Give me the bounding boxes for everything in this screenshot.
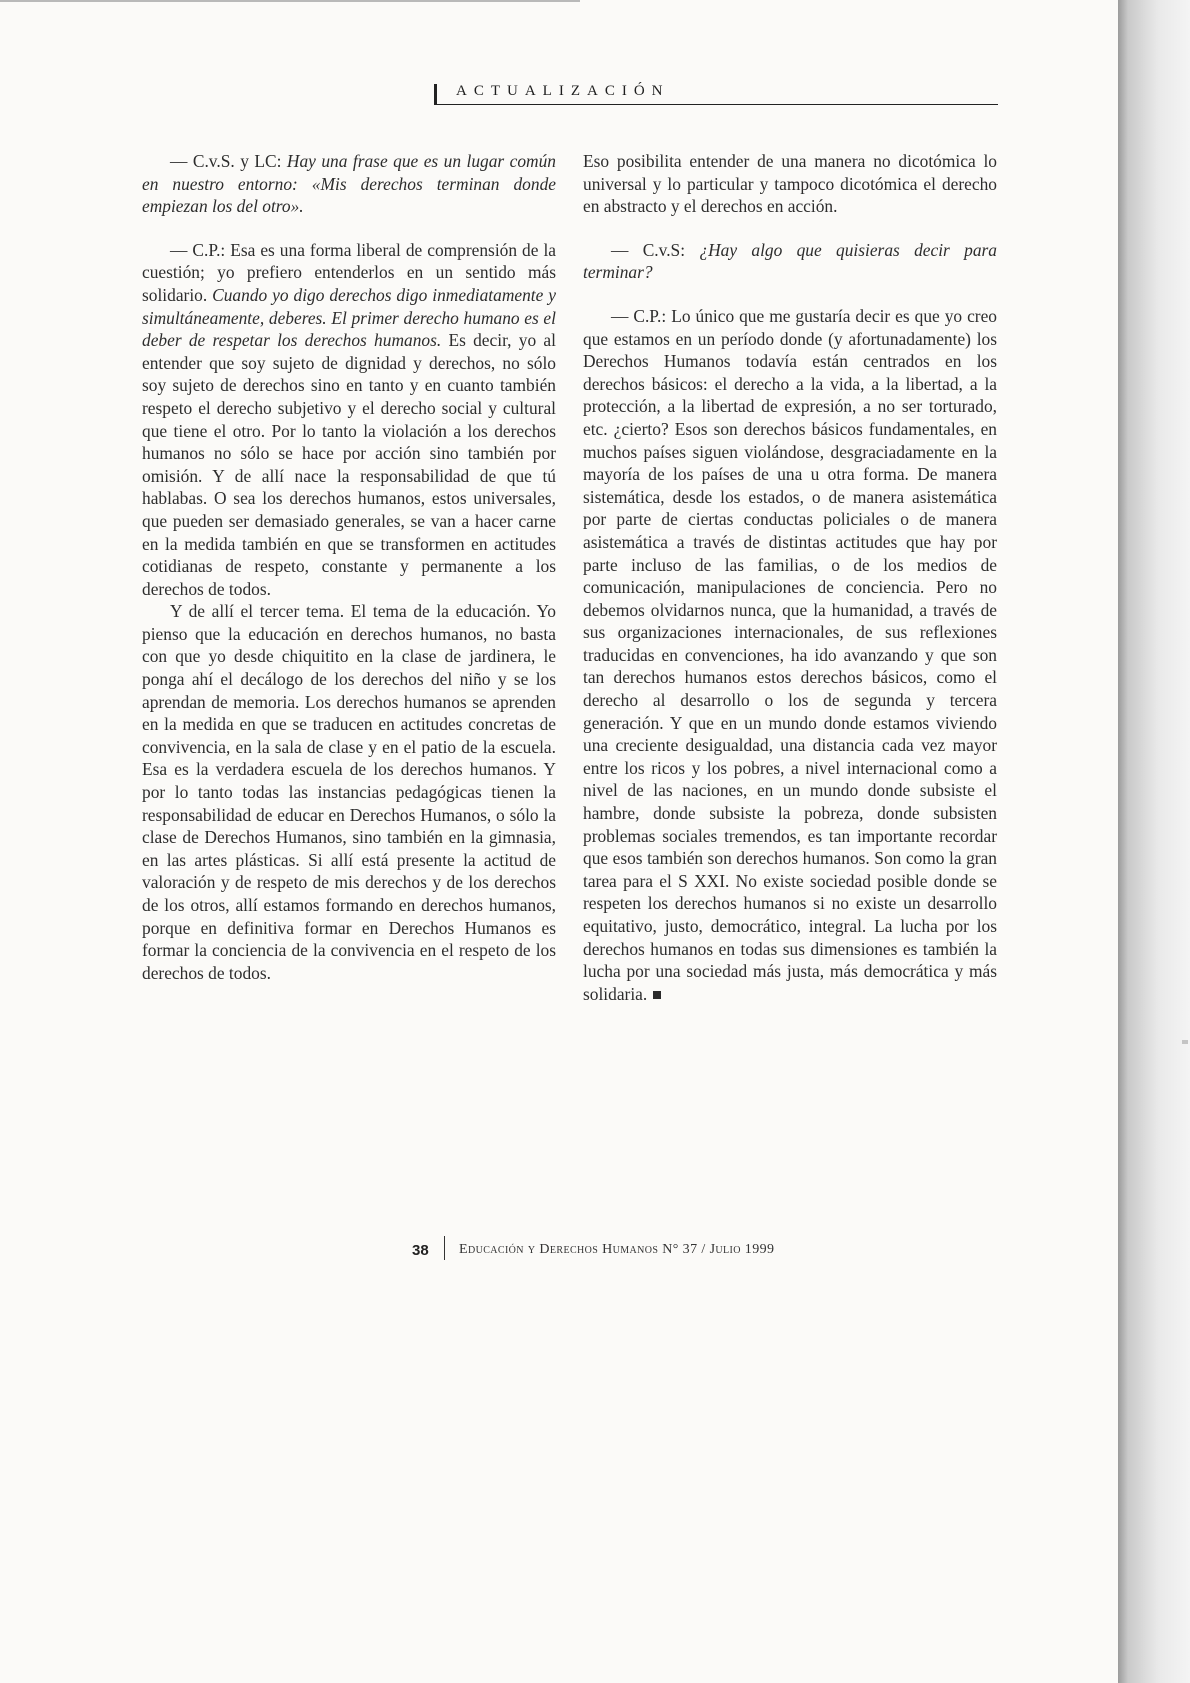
running-header [434,82,998,105]
paragraph [583,150,997,218]
page-number: 38 [412,1242,429,1259]
paragraph-text: Lo único que me gustaría decir es que yo creo que estamos en un período donde (y afortunadamente) los Derechos Humanos todavía están centrados en los derechos básicos: el derecho a la vida, a la libertad, a la protección, a la libertad de expresión, a no ser torturado, etc. ¿cierto? Esos son derechos básicos fundamentales, en muchos países siguen violándose, desgraciadamente en la mayoría de los países de una u otra forma. De manera sistemática, desde los estados, o de manera asistemática por parte de ciertas conductas policiales o de manera asistemática a través de distintas actitudes que hay por parte incluso de las familias, o de los medios de comunicación, manipulaciones de conciencia. Pero no debemos olvidarnos nunca, que la humanidad, a través de sus organizaciones internacionales, de sus reflexiones traducidas en convenciones, ha ido avanzando y que son tan derechos humanos estos derechos básicos, como el derecho al desarrollo o los de segunda y tercera generación. Y que en un mundo donde estamos viviendo una creciente desigualdad, una distancia cada vez mayor entre los ricos y los pobres, a nivel internacional como a nivel de las naciones, en un mundo donde subsiste el hambre, donde subsiste la pobreza, donde subsisten problemas sociales tremendos, es tan importante recordar que esos también son derechos humanos. Son como la gran tarea para el S XXI. No existe sociedad posible donde se respeten los derechos humanos si no existe un desarrollo equitativo, justo, democrático, integral. La lucha por los derechos humanos en todas sus dimensiones es también la lucha por una sociedad más justa, más democrática y más solidaria. [583,305,997,1004]
paragraph-text: Es decir, yo al entender que soy sujeto de dignidad y derechos, no sólo soy sujeto de derechos sino en tanto y en cuanto también respeto el derecho subjetivo y el derecho social y cultural que tiene el otro. Por lo tanto la violación a los derechos humanos no sólo se hace por acción sino también por omisión. Y de allí nace la responsabilidad de que tú hablabas. O sea los derechos humanos, estos universales, que pueden ser demasiado generales, se van a hacer carne en la medida también en que se transformen en actitudes cotidianas de respeto, constante y permanente a los derechos de todos. [142,330,556,599]
publication-info: Educación y Derechos Humanos N° 37 / Julio 1999 [459,1242,775,1257]
scan-mark [1182,1040,1188,1044]
question-text: ¿Hay algo que quisieras decir para terminar? [583,239,997,283]
speaker-label: — C.v.S. y LC: [170,151,282,171]
speaker-label: — C.v.S: [611,239,686,260]
paragraph [583,239,997,284]
speaker-label: — C.P.: [611,305,667,326]
top-rule [0,0,580,2]
right-column [583,150,997,1005]
paragraph [583,305,997,1005]
page-edge-shadow [1118,0,1190,1683]
paragraph [142,239,556,601]
speaker-label: — C.P.: [170,239,226,260]
header-bar [434,84,437,104]
paragraph [142,150,556,218]
left-column [142,150,556,984]
paragraph [142,600,556,984]
section-title: ACTUALIZACIÓN [456,83,670,99]
paragraph-text: Esa es una forma liberal de comprensión de la cuestión; yo prefiero entenderlos en un sentido más solidario. [142,239,556,305]
paragraph-text: Eso posibilita entender de una manera no dicotómica lo universal y lo particular y tampoco dicotómica el derecho en abstracto y el derechos en acción. [583,151,997,217]
paragraph-text [685,240,699,260]
end-mark-icon [653,991,661,999]
emphasis-text: Cuando yo digo derechos digo inmediatamente y simultáneamente, deberes. El primer derecho humano es el deber de respetar los derechos humanos. [142,284,556,351]
question-text: Hay una frase que es un lugar común en nuestro entorno: «Mis derechos terminan donde empiezan los del otro». [142,151,557,217]
page-footer [412,1240,872,1264]
paragraph-text: Y de allí el tercer tema. El tema de la educación. Yo pienso que la educación en derechos humanos, no basta con que yo desde chiquitito en la clase de jardinera, le ponga ahí el decálogo de los derechos del niño y se los aprendan de memoria. Los derechos humanos se aprenden en la medida en que se traducen en actitudes concretas de convivencia, en la sala de clase y en el patio de la escuela. Esa es la verdadera escuela de los derechos humanos. Y por lo tanto todas las instancias pedagógicas tienen la responsabilidad de educar en Derechos Humanos, o sólo la clase de Derechos Humanos, sino también en la gimnasia, en las artes plásticas. Si allí está presente la actitud de valoración y de respeto de mis derechos y de los derechos de los otros, allí estamos formando en derechos humanos, porque en definitiva formar en Derechos Humanos es formar la conciencia de la convivencia en el respeto de los derechos de todos. [142,601,556,983]
footer-divider [444,1236,445,1260]
